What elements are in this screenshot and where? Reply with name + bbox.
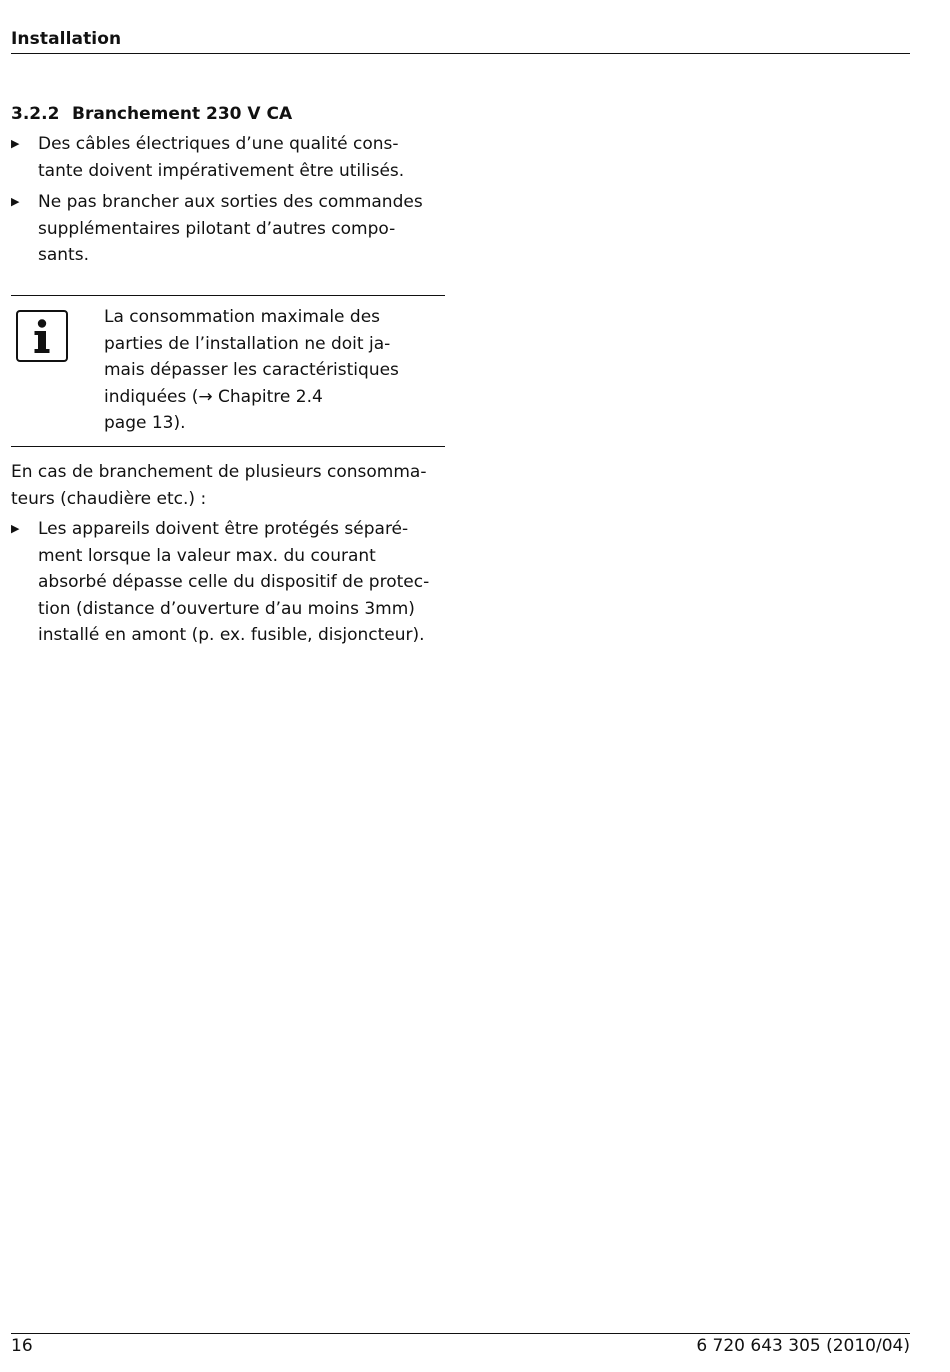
list-item-line: ment lorsque la valeur max. du courant xyxy=(38,545,376,566)
list-item-line: absorbé dépasse celle du dispositif de protec- xyxy=(38,572,430,592)
note-line: mais dépasser les caractéristiques xyxy=(104,360,399,380)
list-item xyxy=(11,516,451,649)
list-item xyxy=(11,189,451,269)
note-line: page 13). xyxy=(104,413,186,433)
body-paragraph xyxy=(11,459,451,512)
bullet-list-top xyxy=(11,131,451,274)
section-number: 3.2.2 xyxy=(11,104,60,124)
section-title: Branchement 230 V CA xyxy=(72,104,293,124)
info-icon xyxy=(16,310,68,362)
list-item-line: tante doivent impérativement être utilisés. xyxy=(38,160,405,181)
info-note xyxy=(11,295,445,447)
bullet-arrow-icon: ▶ xyxy=(11,522,20,535)
list-item-line: Les appareils doivent être protégés séparé- xyxy=(38,519,409,539)
paragraph-line: teurs (chaudière etc.) : xyxy=(11,488,207,509)
list-item-line: Ne pas brancher aux sorties des commandes xyxy=(38,192,423,212)
list-item-line: Des câbles électriques d’une qualité cons- xyxy=(38,134,399,154)
paragraph-line: En cas de branchement de plusieurs consomma- xyxy=(11,462,427,482)
list-item-line: supplémentaires pilotant d’autres compo- xyxy=(38,218,396,239)
note-text xyxy=(104,304,434,437)
list-item-line: installé en amont (p. ex. fusible, disjoncteur). xyxy=(38,625,425,645)
header-divider xyxy=(11,53,910,54)
running-header-title: Installation xyxy=(11,29,122,49)
note-line: La consommation maximale des xyxy=(104,307,381,327)
bullet-list-bottom xyxy=(11,516,451,654)
list-item xyxy=(11,131,451,184)
document-reference: 6 720 643 305 (2010/04) xyxy=(696,1336,910,1356)
bullet-arrow-icon: ▶ xyxy=(11,137,20,150)
section-heading xyxy=(11,104,292,124)
info-glyph-icon xyxy=(18,312,65,359)
bullet-arrow-icon: ▶ xyxy=(11,195,20,208)
footer-divider xyxy=(11,1333,910,1334)
note-line: parties de l’installation ne doit ja- xyxy=(104,333,391,354)
list-item-line: sants. xyxy=(38,245,89,265)
page-number: 16 xyxy=(11,1336,33,1356)
note-line: indiquées (→ Chapitre 2.4 xyxy=(104,386,323,407)
list-item-line: tion (distance d’ouverture d’au moins 3mm) xyxy=(38,598,415,619)
